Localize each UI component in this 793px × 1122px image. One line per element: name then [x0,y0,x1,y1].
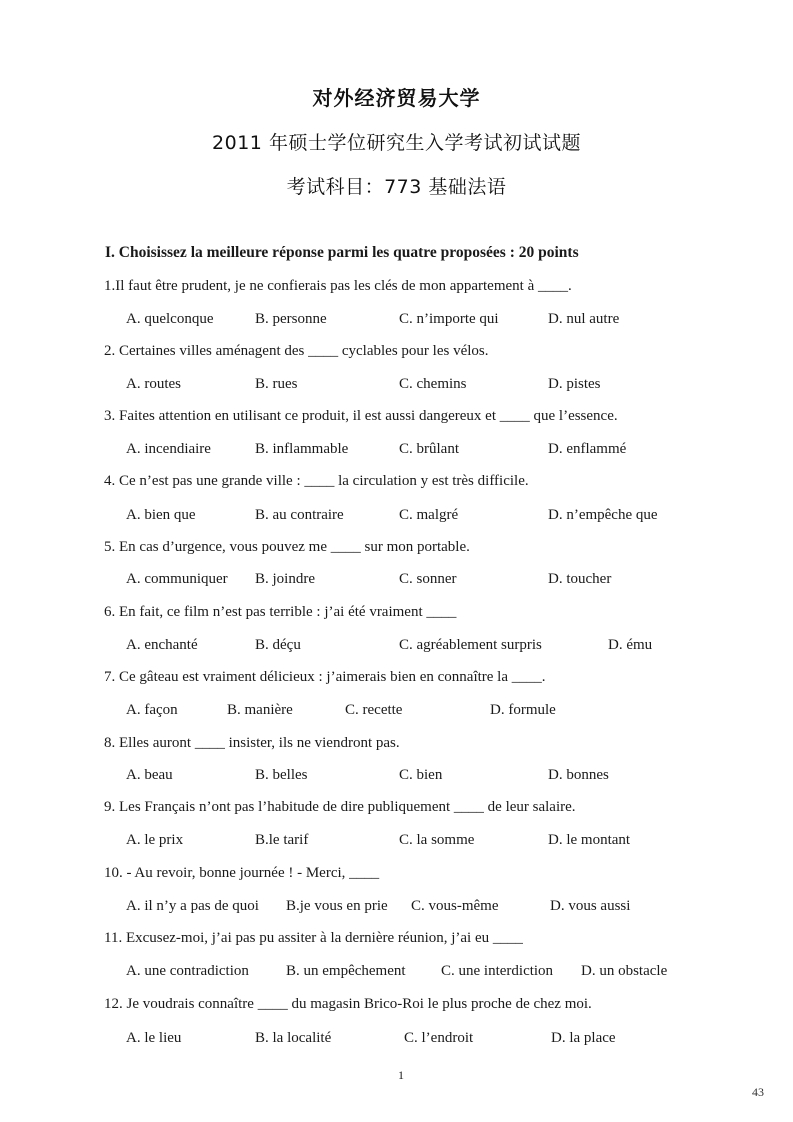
option-b: B.je vous en prie [286,898,388,914]
option-c: C. vous-même [411,898,499,914]
option-d: D. nul autre [548,311,620,327]
option-b: B. au contraire [255,507,344,523]
university-title: 对外经济贸易大学 [312,86,481,110]
question-text: 5. En cas d’urgence, vous pouvez me ____ sur mon portable. [104,539,470,555]
question-text: 11. Excusez-moi, j’ai pas pu assiter à la dernière réunion, j’ai eu ____ [104,930,523,946]
corner-page-number: 43 [752,1085,764,1099]
option-c: C. sonner [399,571,457,587]
question-text: 8. Elles auront ____ insister, ils ne viendront pas. [104,735,400,751]
option-a: A. beau [126,767,173,783]
page-number: 1 [398,1068,404,1082]
option-d: D. ému [608,637,653,653]
option-c: C. recette [345,702,403,718]
option-a: A. bien que [126,507,196,523]
question-text: 7. Ce gâteau est vraiment délicieux : j’aimerais bien en connaître la ____. [104,669,546,685]
exam-title: 2011 年硕士学位研究生入学考试初试试题 [212,132,581,154]
question-text: 12. Je voudrais connaître ____ du magasin Brico-Roi le plus proche de chez moi. [104,996,592,1012]
option-b: B.le tarif [255,832,309,848]
option-b: B. manière [227,702,293,718]
question-text: 1.Il faut être prudent, je ne confierais pas les clés de mon appartement à ____. [104,278,572,294]
option-d: D. bonnes [548,767,609,783]
option-c: C. agréablement surpris [399,637,542,653]
question-text: 3. Faites attention en utilisant ce produit, il est aussi dangereux et ____ que l’essence. [104,408,618,424]
option-a: A. incendiaire [126,441,211,457]
option-d: D. le montant [548,832,631,848]
option-b: B. déçu [255,637,301,653]
option-d: D. n’empêche que [548,507,658,523]
option-d: D. formule [490,702,556,718]
question-text: 10. - Au revoir, bonne journée ! - Merci, ____ [104,865,380,881]
option-a: A. quelconque [126,311,214,327]
option-b: B. inflammable [255,441,349,457]
option-a: A. il n’y a pas de quoi [126,898,259,914]
option-a: A. routes [126,376,181,392]
question-text: 6. En fait, ce film n’est pas terrible : j’ai été vraiment ____ [104,604,457,620]
option-b: B. un empêchement [286,963,406,979]
option-d: D. toucher [548,571,612,587]
question-text: 4. Ce n’est pas une grande ville : ____ la circulation y est très difficile. [104,473,529,489]
option-d: D. un obstacle [581,963,668,979]
option-b: B. belles [255,767,308,783]
option-d: D. enflammé [548,441,627,457]
option-c: C. la somme [399,832,475,848]
option-d: D. la place [551,1030,616,1046]
option-a: A. une contradiction [126,963,249,979]
option-a: A. le lieu [126,1030,182,1046]
option-c: C. malgré [399,507,459,523]
option-c: C. brûlant [399,441,459,457]
option-a: A. communiquer [126,571,228,587]
option-b: B. joindre [255,571,315,587]
section-heading: I. Choisissez la meilleure réponse parmi les quatre proposées : 20 points [105,244,579,261]
option-d: D. pistes [548,376,601,392]
option-a: A. le prix [126,832,184,848]
option-c: C. chemins [399,376,467,392]
question-text: 9. Les Français n’ont pas l’habitude de dire publiquement ____ de leur salaire. [104,799,576,815]
option-a: A. enchanté [126,637,198,653]
question-text: 2. Certaines villes aménagent des ____ cyclables pour les vélos. [104,343,489,359]
option-b: B. personne [255,311,327,327]
option-c: C. n’importe qui [399,311,499,327]
option-a: A. façon [126,702,178,718]
option-c: C. bien [399,767,443,783]
exam-subject: 考试科目：773 基础法语 [286,176,507,198]
option-c: C. l’endroit [404,1030,474,1046]
option-b: B. rues [255,376,298,392]
option-c: C. une interdiction [441,963,554,979]
option-b: B. la localité [255,1030,332,1046]
option-d: D. vous aussi [550,898,631,914]
